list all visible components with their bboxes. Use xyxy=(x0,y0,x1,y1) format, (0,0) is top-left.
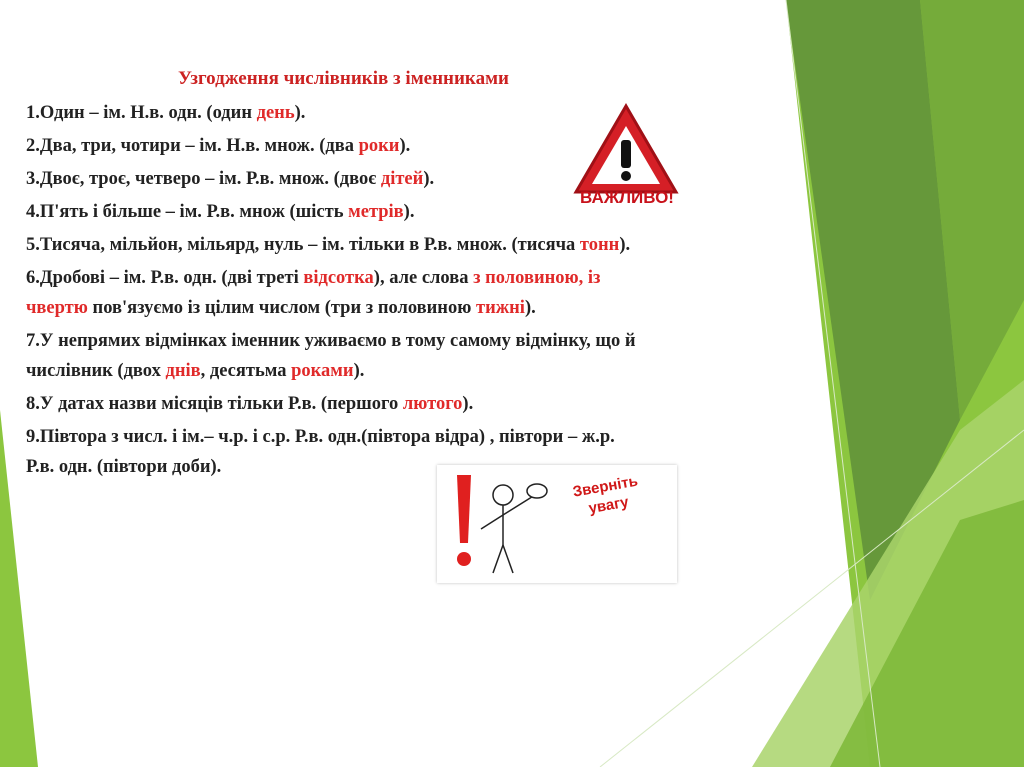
highlighted-word: чвертю xyxy=(26,298,88,318)
rule-text: ). xyxy=(294,103,306,123)
hand-icon xyxy=(527,484,547,498)
rule-text: ), але слова xyxy=(373,268,474,288)
rule-text: ). xyxy=(399,136,411,156)
rule-text: ). xyxy=(462,394,474,414)
rule-text: , десятьма xyxy=(200,361,292,381)
rule-text: 9.Півтора з числ. і ім.– ч.р. і с.р. Р.в. одн.(півтора відра) , півтори – ж.р. xyxy=(26,427,615,447)
rule-text: ). xyxy=(524,298,536,318)
rule-text: числівник (двох xyxy=(26,361,166,381)
stick-figure-icon xyxy=(493,485,513,505)
rule-line xyxy=(26,330,636,352)
rule-text: 7.У непрямих відмінках іменник уживаємо в тому самому відмінку, що й xyxy=(26,331,636,351)
rule-text: 1.Один – ім. Н.в. одн. (один xyxy=(26,103,257,123)
highlighted-word: лютого xyxy=(402,394,463,414)
rule-text: пов'язуємо із цілим числом (три з половиною xyxy=(87,298,476,318)
rule-line xyxy=(26,426,615,448)
rule-line xyxy=(26,360,364,382)
highlighted-word: день xyxy=(256,103,295,123)
highlighted-word: з половиною, із xyxy=(473,268,601,288)
rule-text: 5.Тисяча, мільйон, мільярд, нуль – ім. тільки в Р.в. множ. (тисяча xyxy=(26,235,580,255)
rule-line xyxy=(26,102,305,124)
rule-line xyxy=(26,456,221,478)
highlighted-word: відсотка xyxy=(303,268,374,288)
highlighted-word: днів xyxy=(165,361,201,381)
rule-text: ). xyxy=(619,235,631,255)
rule-text: 3.Двоє, троє, четверо – ім. Р.в. множ. (двоє xyxy=(26,169,381,189)
highlighted-word: тонн xyxy=(579,235,620,255)
highlighted-word: метрів xyxy=(348,202,404,222)
rule-line xyxy=(26,393,473,415)
highlighted-word: роки xyxy=(358,136,400,156)
exclamation-icon xyxy=(457,475,471,543)
rule-text: 4.П'ять і більше – ім. Р.в. множ (шість xyxy=(26,202,349,222)
rule-text: ). xyxy=(403,202,415,222)
highlighted-word: роками xyxy=(291,361,354,381)
rule-text: ). xyxy=(423,169,435,189)
rule-text: Р.в. одн. (півтори доби). xyxy=(26,457,222,477)
warning-label: ВАЖЛИВО! xyxy=(580,188,674,207)
rule-text: ). xyxy=(353,361,365,381)
rule-text: 2.Два, три, чотири – ім. Н.в. множ. (два xyxy=(26,136,359,156)
rule-line xyxy=(26,168,434,190)
rule-text: 6.Дробові – ім. Р.в. одн. (дві треті xyxy=(26,268,304,288)
rule-line xyxy=(26,267,601,289)
rule-text: 8.У датах назви місяців тільки Р.в. (першого xyxy=(26,394,403,414)
rule-line xyxy=(26,135,410,157)
rule-line xyxy=(26,297,536,319)
rule-line xyxy=(26,234,630,256)
attention-label: Зверніть увагу xyxy=(571,472,640,518)
slide-title: Узгодження числівників з іменниками xyxy=(178,68,509,89)
rule-line xyxy=(26,201,414,223)
highlighted-word: тижні xyxy=(475,298,525,318)
highlighted-word: дітей xyxy=(380,169,424,189)
